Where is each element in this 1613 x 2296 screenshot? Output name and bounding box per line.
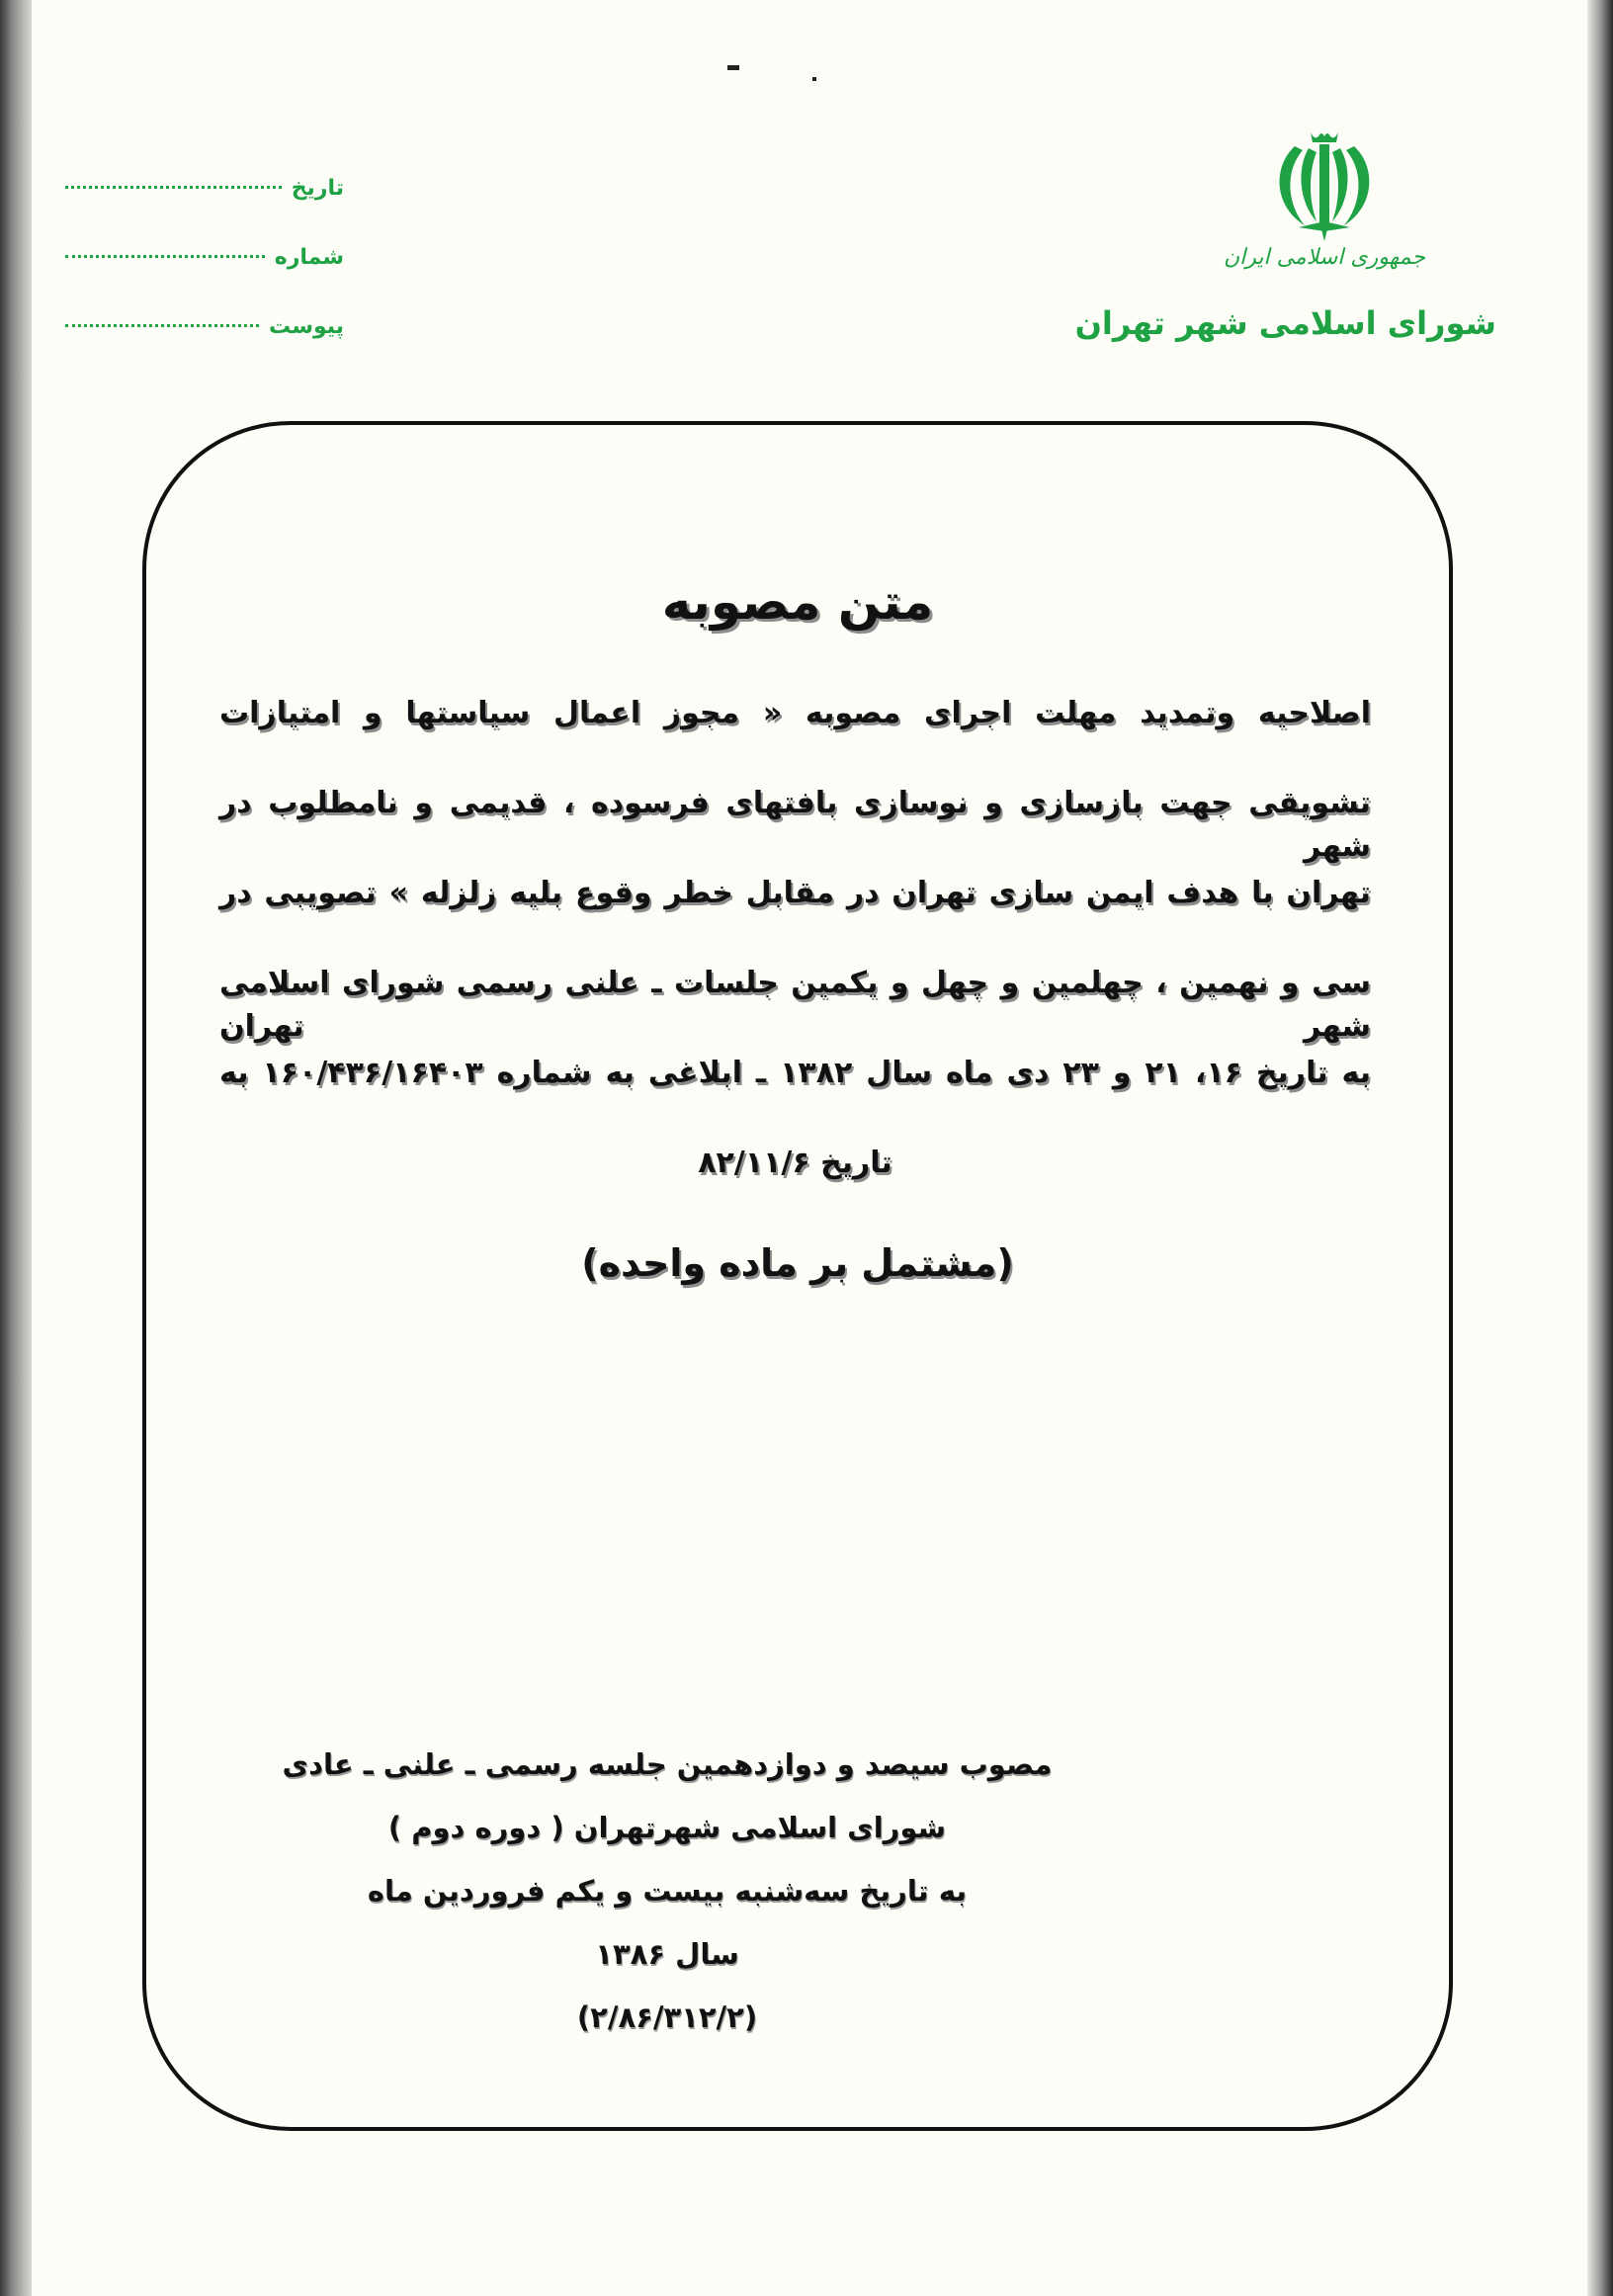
scan-edge-left bbox=[0, 0, 32, 2296]
approval-block bbox=[237, 1747, 1097, 2064]
date-dotted-line bbox=[65, 186, 282, 189]
scan-edge-right bbox=[1587, 0, 1613, 2296]
scan-speck bbox=[727, 65, 739, 70]
scan-speck bbox=[812, 77, 816, 81]
body-line: تاریخ ۸۲/۱۱/۶ bbox=[698, 1146, 892, 1180]
number-label: شماره bbox=[274, 245, 344, 270]
approval-year: سال ۱۳۸۶ bbox=[595, 1937, 739, 1971]
number-dotted-line bbox=[65, 255, 265, 258]
emblem-logo bbox=[1216, 127, 1433, 270]
attachment-dotted-line bbox=[65, 324, 259, 327]
attachment-label: پیوست bbox=[269, 314, 344, 339]
letterhead-fields bbox=[65, 176, 344, 383]
body-line: تهران با هدف ایمن سازی تهران در مقابل خطر وقوع بلیه زلزله » تصویبی در bbox=[219, 876, 1371, 910]
emblem-caption: جمهوری اسلامی ایران bbox=[1223, 245, 1426, 270]
iran-emblem-icon bbox=[1265, 127, 1384, 243]
body-line: به تاریخ ۱۶، ۲۱ و ۲۳ دی ماه سال ۱۳۸۲ ـ ابلاغی به شماره ۱۶۰/۴۳۶/۱۶۴۰۳ به bbox=[219, 1056, 1371, 1090]
document-subtitle: (مشتمل بر ماده واحده) bbox=[581, 1241, 1014, 1285]
number-field bbox=[65, 245, 344, 314]
approval-line: شورای اسلامی شهرتهران ( دوره دوم ) bbox=[387, 1811, 947, 1844]
body-line: اصلاحیه وتمدید مهلت اجرای مصوبه « مجوز اعمال سیاستها و امتیازات bbox=[219, 696, 1371, 730]
approval-line: به تاریخ سه‌شنبه بیست و یکم فروردین ماه bbox=[367, 1874, 968, 1908]
council-name: شورای اسلامی شهر تهران bbox=[1074, 304, 1496, 342]
date-label: تاریخ bbox=[291, 176, 344, 201]
approval-line: مصوب سیصد و دوازدهمین جلسه رسمی ـ علنی ـ عادی bbox=[282, 1747, 1053, 1781]
document-title: متن مصوبه bbox=[661, 573, 934, 631]
date-field bbox=[65, 176, 344, 245]
body-line: تشویقی جهت بازسازی و نوسازی بافتهای فرسوده ، قدیمی و نامطلوب در شهر bbox=[219, 786, 1371, 864]
body-line: سی و نهمین ، چهلمین و چهل و یکمین جلسات ـ علنی رسمی شورای اسلامی شهر تهران bbox=[219, 966, 1371, 1044]
resolution-body bbox=[219, 692, 1371, 1232]
approval-reference: (۲/۸۶/۳۱۲/۲) bbox=[576, 2000, 758, 2034]
attachment-field bbox=[65, 314, 344, 383]
